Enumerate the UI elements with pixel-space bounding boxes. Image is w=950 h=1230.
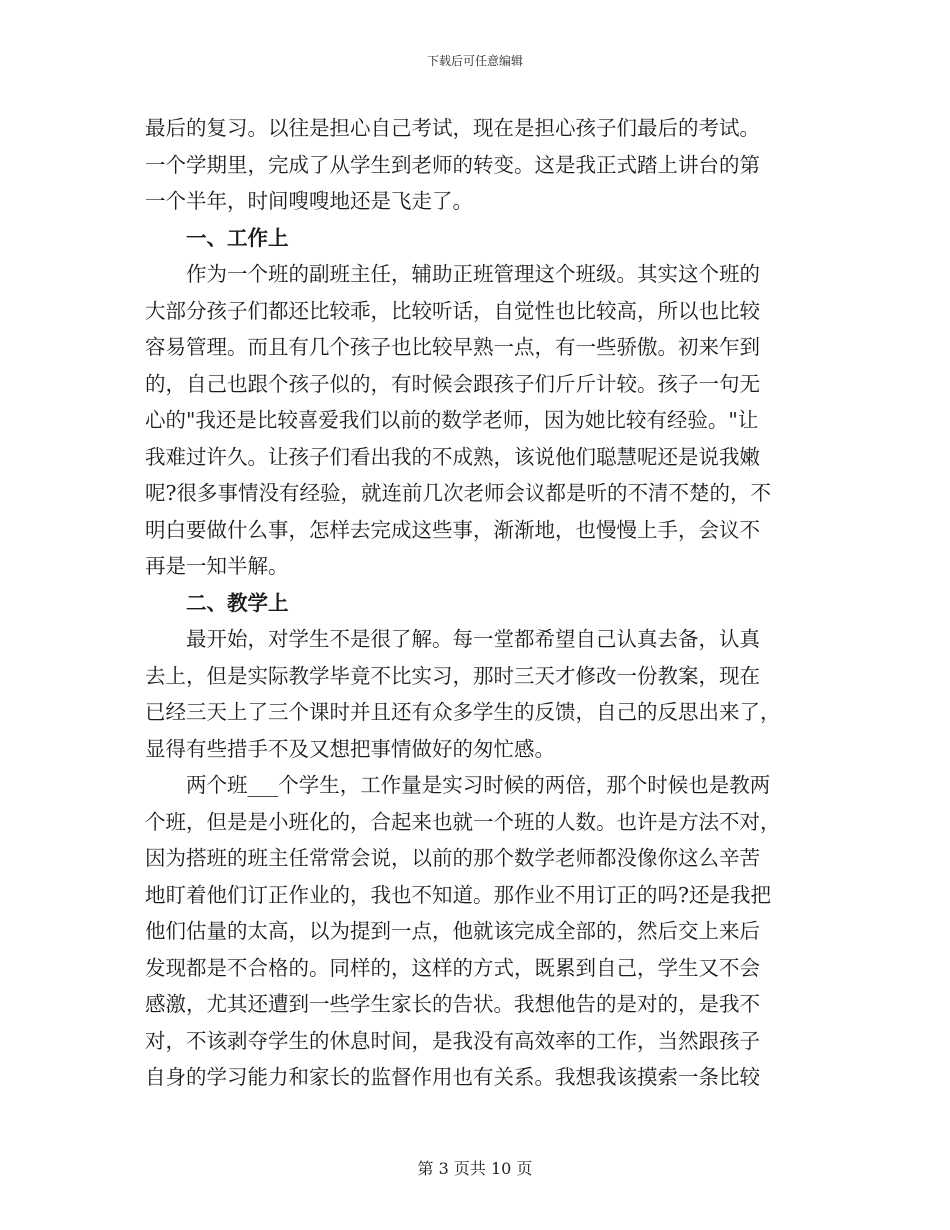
paragraph-line: 一个半年，时间嗖嗖地还是飞走了。 bbox=[145, 189, 473, 213]
paragraph-line: 我难过许久。让孩子们看出我的不成熟，该说他们聪慧呢还是说我嫩 bbox=[145, 444, 760, 469]
paragraph-line: 已经三天上了三个课时并且还有众多学生的反馈，自己的反思出来了， bbox=[145, 700, 781, 724]
paragraph-line: 他们估量的太高，以为提到一点，他就该完成全部的，然后交上来后 bbox=[145, 919, 760, 943]
paragraph-line: 大部分孩子们都还比较乖，比较听话，自觉性也比较高，所以也比较 bbox=[145, 298, 760, 323]
paragraph-line: 最开始，对学生不是很了解。每一堂都希望自己认真去备，认真 bbox=[186, 627, 760, 651]
paragraph-line: 明白要做什么事，怎样去完成这些事，渐渐地，也慢慢上手，会议不 bbox=[145, 517, 760, 542]
section-heading: 二、教学上 bbox=[186, 590, 289, 615]
paragraph-line: 一个学期里，完成了从学生到老师的转变。这是我正式踏上讲台的第 bbox=[145, 152, 760, 177]
paragraph-line: 显得有些措手不及又想把事情做好的匆忙感。 bbox=[145, 736, 555, 761]
paragraph-line: 再是一知半解。 bbox=[145, 554, 289, 578]
paragraph-line: 最后的复习。以往是担心自己考试，现在是担心孩子们最后的考试。 bbox=[145, 116, 760, 140]
paragraph-line: 对，不该剥夺学生的休息时间，是我没有高效率的工作，当然跟孩子 bbox=[145, 1028, 760, 1053]
page-footer: 第 3 页共 10 页 bbox=[417, 1159, 533, 1178]
paragraph-line: 心的"我还是比较喜爱我们以前的数学老师，因为她比较有经验。"让 bbox=[145, 408, 759, 432]
paragraph-line: 作为一个班的副班主任，辅助正班管理这个班级。其实这个班的 bbox=[186, 262, 760, 286]
paragraph-line: 地盯着他们订正作业的，我也不知道。那作业不用订正的吗?还是我把 bbox=[145, 882, 771, 907]
paragraph-line: 因为搭班的班主任常常会说，以前的那个数学老师都没像你这么辛苦 bbox=[145, 846, 760, 870]
paragraph-line: 感激，尤其还遭到一些学生家长的告状。我想他告的是对的，是我不 bbox=[145, 992, 760, 1016]
paragraph-line: 去上，但是实际教学毕竟不比实习，那时三天才修改一份教案，现在 bbox=[145, 663, 760, 688]
paragraph-line: 自身的学习能力和家长的监督作用也有关系。我想我该摸索一条比较 bbox=[145, 1065, 760, 1089]
paragraph-line: 呢?很多事情没有经验，就连前几次老师会议都是听的不清不楚的，不 bbox=[145, 481, 771, 505]
document-body bbox=[145, 110, 805, 1096]
section-heading: 一、工作上 bbox=[186, 225, 289, 250]
paragraph-line: 的，自己也跟个孩子似的，有时候会跟孩子们斤斤计较。孩子一句无 bbox=[145, 371, 760, 396]
paragraph-line: 两个班___个学生，工作量是实习时候的两倍，那个时候也是教两 bbox=[186, 773, 771, 797]
paragraph-line: 发现都是不合格的。同样的，这样的方式，既累到自己，学生又不会 bbox=[145, 955, 760, 980]
paragraph-line: 个班，但是是小班化的，合起来也就一个班的人数。也许是方法不对， bbox=[145, 809, 781, 834]
paragraph-line: 容易管理。而且有几个孩子也比较早熟一点，有一些骄傲。初来乍到 bbox=[145, 335, 760, 359]
page-header: 下载后可任意编辑 bbox=[426, 54, 523, 68]
